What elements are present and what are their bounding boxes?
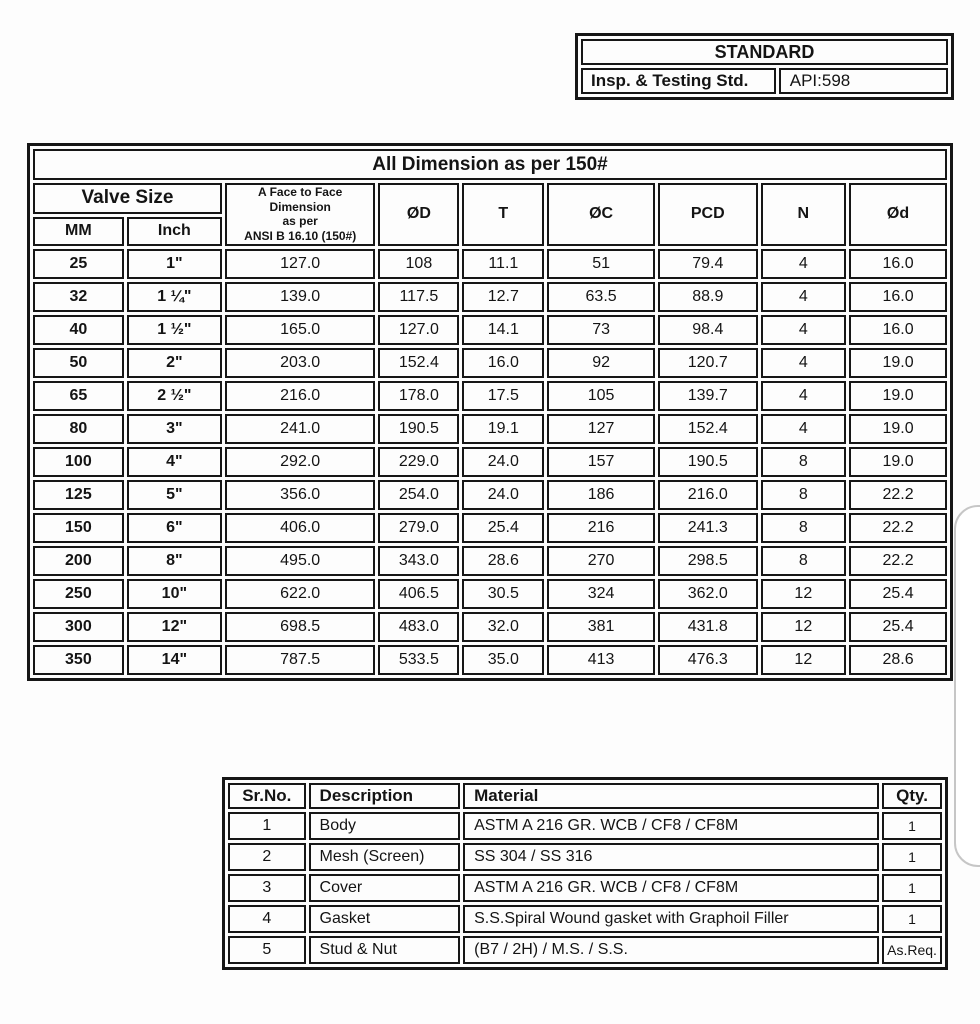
table-cell: 12.7 [462, 282, 544, 312]
table-cell: 16.0 [849, 249, 947, 279]
table-cell: 241.0 [225, 414, 375, 444]
valve-size-header: Valve Size [33, 183, 222, 214]
table-cell: 1 ½" [127, 315, 222, 345]
table-cell: 270 [547, 546, 655, 576]
table-cell: 483.0 [378, 612, 459, 642]
table-cell: 117.5 [378, 282, 459, 312]
inspection-standard-box [575, 33, 954, 100]
table-cell: 622.0 [225, 579, 375, 609]
table-row [33, 183, 947, 214]
table-cell: 413 [547, 645, 655, 675]
table-cell: 16.0 [462, 348, 544, 378]
table-row [33, 381, 947, 411]
table-row [228, 843, 942, 871]
table-cell: 241.3 [658, 513, 758, 543]
table-cell: 178.0 [378, 381, 459, 411]
table-cell: 250 [33, 579, 124, 609]
table-cell: Body [309, 812, 461, 840]
table-cell: 229.0 [378, 447, 459, 477]
table-cell: Stud & Nut [309, 936, 461, 964]
table-cell: 1 [882, 812, 942, 840]
table-row [228, 874, 942, 902]
table-row [228, 936, 942, 964]
table-cell: 79.4 [658, 249, 758, 279]
table-cell: 200 [33, 546, 124, 576]
scrollbar-handle[interactable] [954, 505, 980, 867]
table-cell: 2 [228, 843, 306, 871]
table-cell: 139.7 [658, 381, 758, 411]
table-row [33, 546, 947, 576]
table-cell: 216 [547, 513, 655, 543]
table-cell: 19.1 [462, 414, 544, 444]
table-cell: 25 [33, 249, 124, 279]
table-cell: 28.6 [462, 546, 544, 576]
table-cell: (B7 / 2H) / M.S. / S.S. [463, 936, 879, 964]
table-cell: 32.0 [462, 612, 544, 642]
table-cell: 65 [33, 381, 124, 411]
table-cell: 12 [761, 579, 846, 609]
table-cell: 12 [761, 645, 846, 675]
table-cell: 165.0 [225, 315, 375, 345]
table-cell: 216.0 [658, 480, 758, 510]
standard-title: STANDARD [581, 39, 948, 65]
table-cell: 19.0 [849, 414, 947, 444]
table-cell: 2 ½" [127, 381, 222, 411]
table-cell: 150 [33, 513, 124, 543]
table-cell: 1 ¼" [127, 282, 222, 312]
table-cell: 350 [33, 645, 124, 675]
table-cell: ASTM A 216 GR. WCB / CF8 / CF8M [463, 812, 879, 840]
header-sr-no: Sr.No. [228, 783, 306, 809]
table-cell: 1" [127, 249, 222, 279]
table-cell: 157 [547, 447, 655, 477]
column-header-oc: ØC [547, 183, 655, 246]
header-description: Description [309, 783, 461, 809]
table-cell: 4 [761, 381, 846, 411]
table-cell: 139.0 [225, 282, 375, 312]
table-cell: 127 [547, 414, 655, 444]
table-cell: 431.8 [658, 612, 758, 642]
table-row [33, 513, 947, 543]
table-cell: 32 [33, 282, 124, 312]
table-cell: 3 [228, 874, 306, 902]
table-cell: 80 [33, 414, 124, 444]
table-row [33, 149, 947, 180]
table-cell: 24.0 [462, 480, 544, 510]
table-cell: 1 [228, 812, 306, 840]
table-row [33, 249, 947, 279]
table-cell: 22.2 [849, 480, 947, 510]
table-cell: 6" [127, 513, 222, 543]
column-header-od: ØD [378, 183, 459, 246]
header-qty: Qty. [882, 783, 942, 809]
table-cell: 25.4 [849, 579, 947, 609]
table-row [33, 612, 947, 642]
table-cell: 381 [547, 612, 655, 642]
table-cell: Gasket [309, 905, 461, 933]
table-cell: S.S.Spiral Wound gasket with Graphoil Filler [463, 905, 879, 933]
table-cell: 356.0 [225, 480, 375, 510]
table-cell: 4" [127, 447, 222, 477]
table-row [581, 68, 948, 94]
table-cell: As.Req. [882, 936, 942, 964]
table-row [228, 905, 942, 933]
table-cell: 127.0 [378, 315, 459, 345]
table-cell: 14" [127, 645, 222, 675]
table-cell: ASTM A 216 GR. WCB / CF8 / CF8M [463, 874, 879, 902]
table-cell: 127.0 [225, 249, 375, 279]
sub-header-inch: Inch [127, 217, 222, 246]
table-cell: 11.1 [462, 249, 544, 279]
table-row [228, 783, 942, 809]
table-cell: 279.0 [378, 513, 459, 543]
table-cell: 22.2 [849, 546, 947, 576]
material-table-container [222, 777, 948, 970]
table-cell: 216.0 [225, 381, 375, 411]
table-cell: 10" [127, 579, 222, 609]
table-row [33, 348, 947, 378]
table-cell: 476.3 [658, 645, 758, 675]
column-header-t: T [462, 183, 544, 246]
column-header-pcd: PCD [658, 183, 758, 246]
table-cell: 63.5 [547, 282, 655, 312]
inspection-std-label: Insp. & Testing Std. [581, 68, 776, 94]
table-row [581, 39, 948, 65]
table-cell: 2" [127, 348, 222, 378]
face-to-face-header [225, 183, 375, 246]
table-cell: 152.4 [658, 414, 758, 444]
table-cell: 73 [547, 315, 655, 345]
table-row [33, 645, 947, 675]
table-cell: 298.5 [658, 546, 758, 576]
table-cell: SS 304 / SS 316 [463, 843, 879, 871]
table-cell: 1 [882, 905, 942, 933]
table-cell: 8 [761, 480, 846, 510]
column-header-od-small: Ød [849, 183, 947, 246]
table-cell: 4 [761, 315, 846, 345]
table-cell: 24.0 [462, 447, 544, 477]
table-row [228, 812, 942, 840]
dimension-table-title: All Dimension as per 150# [33, 149, 947, 180]
table-cell: 35.0 [462, 645, 544, 675]
header-material: Material [463, 783, 879, 809]
inspection-standard-table [578, 36, 951, 97]
table-cell: 5" [127, 480, 222, 510]
table-cell: 16.0 [849, 315, 947, 345]
table-cell: 495.0 [225, 546, 375, 576]
face-to-face-line: Dimension [269, 199, 331, 214]
table-cell: 25.4 [849, 612, 947, 642]
table-cell: 125 [33, 480, 124, 510]
table-cell: 50 [33, 348, 124, 378]
table-cell: 152.4 [378, 348, 459, 378]
table-cell: Mesh (Screen) [309, 843, 461, 871]
table-cell: 98.4 [658, 315, 758, 345]
table-cell: 12" [127, 612, 222, 642]
table-row [33, 447, 947, 477]
table-cell: 19.0 [849, 447, 947, 477]
table-cell: 292.0 [225, 447, 375, 477]
table-cell: 19.0 [849, 381, 947, 411]
table-cell: 40 [33, 315, 124, 345]
table-cell: 17.5 [462, 381, 544, 411]
table-cell: 190.5 [378, 414, 459, 444]
table-cell: 19.0 [849, 348, 947, 378]
table-cell: 25.4 [462, 513, 544, 543]
dimension-table [30, 146, 950, 678]
table-cell: 22.2 [849, 513, 947, 543]
sub-header-mm: MM [33, 217, 124, 246]
table-cell: 1 [882, 843, 942, 871]
table-row [33, 579, 947, 609]
table-row [33, 480, 947, 510]
table-cell: 3" [127, 414, 222, 444]
table-row [33, 414, 947, 444]
table-cell: 186 [547, 480, 655, 510]
table-cell: 4 [761, 348, 846, 378]
table-cell: 108 [378, 249, 459, 279]
table-cell: 16.0 [849, 282, 947, 312]
table-cell: 5 [228, 936, 306, 964]
table-cell: 51 [547, 249, 655, 279]
table-cell: 698.5 [225, 612, 375, 642]
face-to-face-line: ANSI B 16.10 (150#) [244, 228, 357, 243]
table-cell: 4 [761, 282, 846, 312]
table-cell: 30.5 [462, 579, 544, 609]
table-cell: 12 [761, 612, 846, 642]
table-cell: 203.0 [225, 348, 375, 378]
dimension-table-container [27, 143, 953, 681]
table-cell: 406.0 [225, 513, 375, 543]
table-cell: 300 [33, 612, 124, 642]
table-cell: 406.5 [378, 579, 459, 609]
table-cell: 105 [547, 381, 655, 411]
table-cell: 120.7 [658, 348, 758, 378]
column-header-n: N [761, 183, 846, 246]
table-cell: 4 [761, 414, 846, 444]
face-to-face-line: as per [282, 214, 318, 229]
table-cell: 362.0 [658, 579, 758, 609]
table-cell: 343.0 [378, 546, 459, 576]
table-cell: 787.5 [225, 645, 375, 675]
table-cell: 533.5 [378, 645, 459, 675]
face-to-face-line: A Face to Face [258, 185, 343, 199]
table-cell: 92 [547, 348, 655, 378]
table-cell: 8 [761, 447, 846, 477]
table-row [33, 282, 947, 312]
table-cell: 190.5 [658, 447, 758, 477]
table-cell: 28.6 [849, 645, 947, 675]
material-table [225, 780, 945, 967]
table-cell: Cover [309, 874, 461, 902]
table-cell: 1 [882, 874, 942, 902]
table-cell: 254.0 [378, 480, 459, 510]
table-cell: 14.1 [462, 315, 544, 345]
inspection-std-value: API:598 [779, 68, 948, 94]
table-cell: 88.9 [658, 282, 758, 312]
table-cell: 8" [127, 546, 222, 576]
table-cell: 4 [228, 905, 306, 933]
table-cell: 100 [33, 447, 124, 477]
table-cell: 8 [761, 513, 846, 543]
table-cell: 324 [547, 579, 655, 609]
table-cell: 4 [761, 249, 846, 279]
table-cell: 8 [761, 546, 846, 576]
table-row [33, 315, 947, 345]
